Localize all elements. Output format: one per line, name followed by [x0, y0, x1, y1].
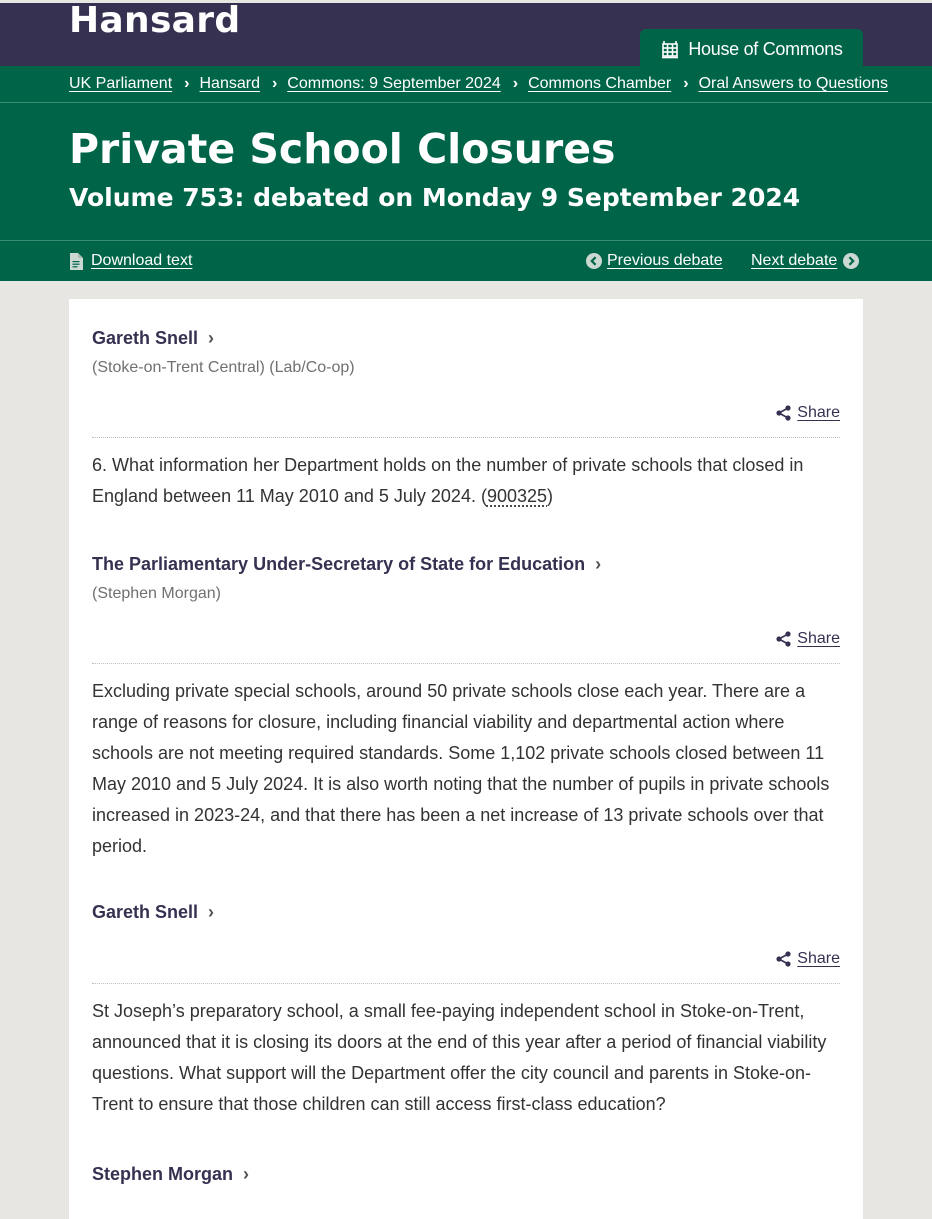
question-text — [92, 450, 840, 512]
next-debate-label[interactable]: Next debate — [751, 252, 838, 269]
download-text-link[interactable] — [69, 252, 192, 270]
speaker-member: (Stephen Morgan) — [92, 585, 221, 602]
debate-toolbar — [0, 241, 932, 281]
share-icon — [776, 951, 791, 967]
speaker-name: Gareth Snell — [92, 902, 199, 922]
question-close: ) — [547, 486, 554, 506]
hansard-logo[interactable]: Hansard — [69, 0, 241, 41]
share-label: Share — [797, 404, 840, 421]
contribution — [92, 299, 840, 512]
previous-debate-label[interactable]: Previous debate — [607, 252, 723, 269]
chevron-right-icon: › — [512, 75, 519, 92]
chevron-right-icon: › — [208, 902, 215, 922]
contribution — [92, 552, 840, 862]
chevron-right-icon: › — [683, 75, 689, 92]
chevron-right-icon: › — [184, 75, 190, 92]
share-button[interactable] — [92, 950, 840, 968]
speaker-link[interactable] — [92, 900, 840, 924]
share-label: Share — [797, 630, 840, 647]
debate-header — [0, 103, 932, 241]
breadcrumb — [0, 66, 932, 103]
contribution — [92, 900, 840, 1120]
question-body: 6. What information her Department holds on the number of private schools that closed in England between 11 May 2010 and 5 July 2024. ( — [92, 455, 804, 506]
supplementary-question-text: St Joseph’s preparatory school, a small fee-paying independent school in Stoke-on-Trent, announced that it is closing its doors at the end of this year after a period of financial viability questions. What support will the Department offer the city council and parents in Stoke-on-Trent to ensure that those children can still access first-class education? — [92, 1001, 827, 1114]
download-text-label[interactable]: Download text — [91, 252, 193, 269]
divider — [92, 437, 840, 438]
speaker-link[interactable] — [92, 1162, 840, 1186]
breadcrumb-hansard[interactable]: Hansard — [199, 75, 260, 92]
chevron-right-icon: › — [595, 554, 602, 574]
chevron-right-icon: › — [243, 1164, 250, 1184]
share-icon — [776, 631, 791, 647]
debate-content — [69, 299, 863, 1219]
next-debate-link[interactable] — [751, 252, 859, 270]
breadcrumb-commons-chamber[interactable]: Commons Chamber — [528, 75, 672, 92]
contribution — [92, 1162, 840, 1186]
breadcrumb-oral-answers[interactable]: Oral Answers to Questions — [698, 75, 888, 92]
breadcrumb-commons-date[interactable]: Commons: 9 September 2024 — [287, 75, 501, 92]
house-label: House of Commons — [688, 38, 843, 59]
answer-text: Excluding private special schools, around 50 private schools close each year. There are a range of reasons for closure, including financial viability and departmental action where schools are not meeting required standards. Some 1,102 private schools closed between 11 May 2010 and 5 July 2024. It is also worth noting that the number of pupils in private schools increased in 2023-24, and that there has been a net increase of 13 private schools over that period. — [92, 681, 830, 856]
divider — [92, 983, 840, 984]
breadcrumb-uk-parliament[interactable]: UK Parliament — [69, 75, 173, 92]
chevron-right-icon: › — [271, 75, 278, 92]
previous-debate-link[interactable] — [586, 252, 723, 270]
share-icon — [776, 405, 791, 421]
divider — [92, 663, 840, 664]
question-reference-link[interactable]: 900325 — [486, 486, 548, 506]
speaker-link[interactable] — [92, 326, 840, 350]
chevron-right-icon: › — [208, 328, 215, 348]
site-header — [0, 0, 932, 66]
share-button[interactable] — [92, 630, 840, 648]
speaker-name: Gareth Snell — [92, 328, 199, 348]
house-of-commons-tab[interactable] — [640, 29, 863, 69]
speaker-link[interactable] — [92, 552, 840, 576]
debate-date: Volume 753: debated on Monday 9 September 2024 — [69, 183, 801, 212]
speaker-name: The Parliamentary Under-Secretary of State for Education — [92, 554, 586, 574]
page-title: Private School Closures — [69, 125, 616, 173]
document-icon — [69, 253, 83, 270]
share-button[interactable] — [92, 404, 840, 422]
speaker-name: Stephen Morgan — [92, 1164, 234, 1184]
share-label: Share — [797, 950, 840, 967]
chevron-left-circle-icon — [586, 253, 602, 269]
portcullis-icon — [660, 39, 680, 59]
speaker-constituency: (Stoke-on-Trent Central) (Lab/Co-op) — [92, 359, 355, 376]
chevron-right-circle-icon — [843, 253, 859, 269]
